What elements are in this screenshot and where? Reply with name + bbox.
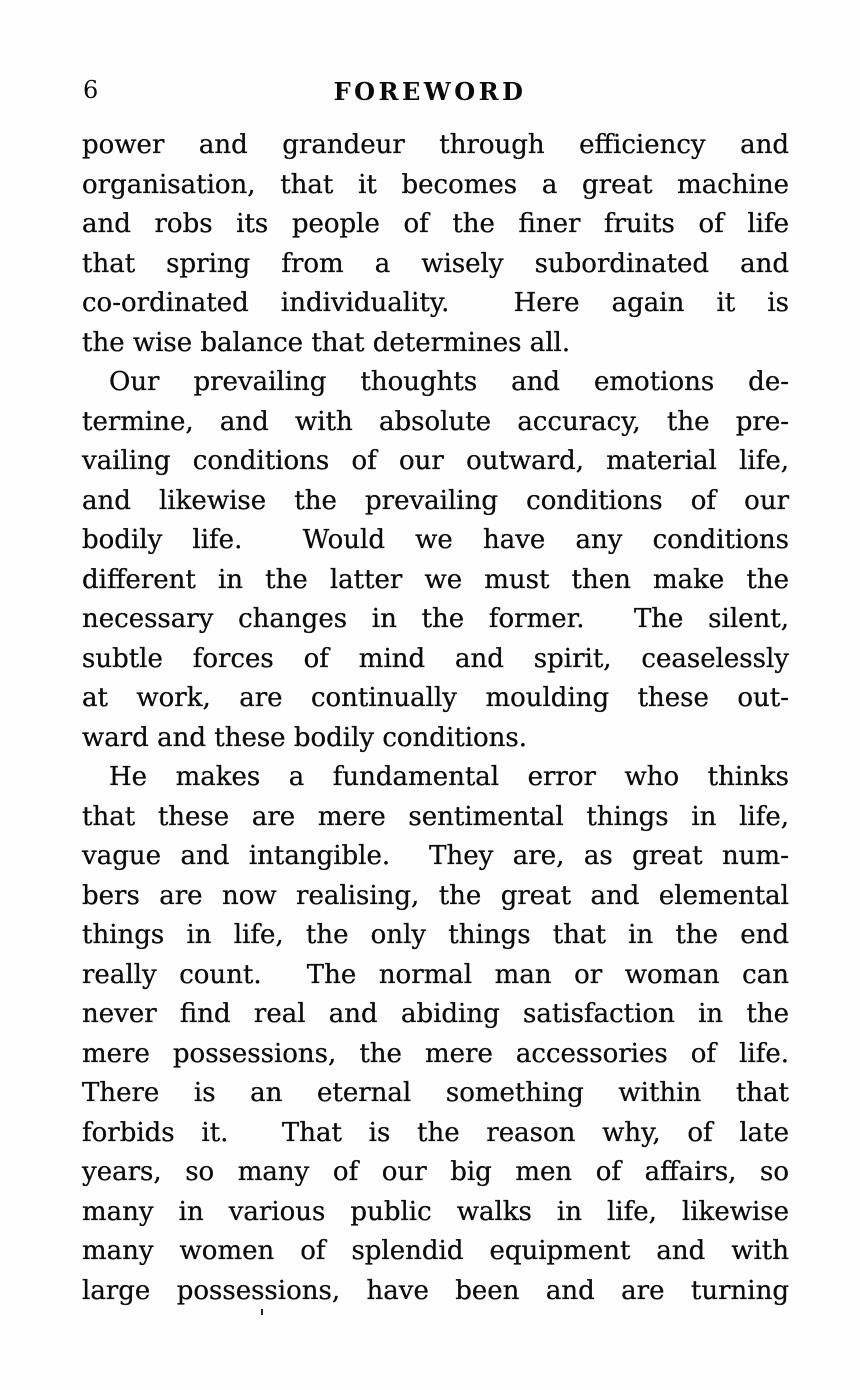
scan-artifact-mark: [261, 1309, 263, 1315]
text-line: really count. The normal man or woman can: [82, 959, 789, 990]
body-text: [82, 126, 789, 1311]
text-line: that spring from a wisely subordinated and: [82, 248, 789, 279]
text-line: at work, are continually moulding these out-: [82, 683, 789, 713]
text-line: There is an eternal something within that: [82, 1078, 789, 1108]
text-line: bers are now realising, the great and elemental: [82, 880, 789, 911]
text-line: bodily life. Would we have any conditions: [82, 525, 789, 555]
text-line: ward and these bodily conditions.: [82, 722, 528, 753]
text-line: power and grandeur through efficiency and: [82, 130, 789, 160]
text-line: subtle forces of mind and spirit, ceaselessly: [82, 643, 789, 674]
text-line: termine, and with absolute accuracy, the pre-: [82, 406, 789, 437]
text-line: and robs its people of the finer fruits of life: [82, 209, 789, 239]
text-line: He makes a fundamental error who thinks: [109, 762, 789, 792]
text-line: co-ordinated individuality. Here again it is: [82, 288, 789, 318]
text-line: and likewise the prevailing conditions of our: [82, 485, 789, 516]
text-line: large possessions, have been and are turning: [82, 1275, 789, 1306]
text-line: Our prevailing thoughts and emotions de-: [109, 367, 789, 397]
text-line: many women of splendid equipment and with: [82, 1236, 789, 1266]
text-line: never find real and abiding satisfaction in the: [82, 999, 789, 1029]
text-line: things in life, the only things that in the end: [82, 920, 789, 950]
text-line: that these are mere sentimental things in life,: [82, 801, 789, 832]
text-line: necessary changes in the former. The silent,: [82, 604, 789, 634]
text-line: many in various public walks in life, likewise: [82, 1196, 789, 1227]
text-line: the wise balance that determines all.: [82, 327, 571, 358]
text-line: vague and intangible. They are, as great num-: [82, 841, 789, 871]
text-line: vailing conditions of our outward, material life,: [82, 446, 789, 476]
text-line: forbids it. That is the reason why, of late: [82, 1117, 789, 1148]
text-line: years, so many of our big men of affairs, so: [82, 1157, 789, 1187]
running-header: FOREWORD: [333, 77, 527, 106]
text-line: different in the latter we must then make the: [82, 564, 789, 595]
page-number: 6: [83, 76, 99, 104]
text-line: mere possessions, the mere accessories of life.: [82, 1038, 789, 1069]
text-line: organisation, that it becomes a great machine: [82, 169, 789, 200]
